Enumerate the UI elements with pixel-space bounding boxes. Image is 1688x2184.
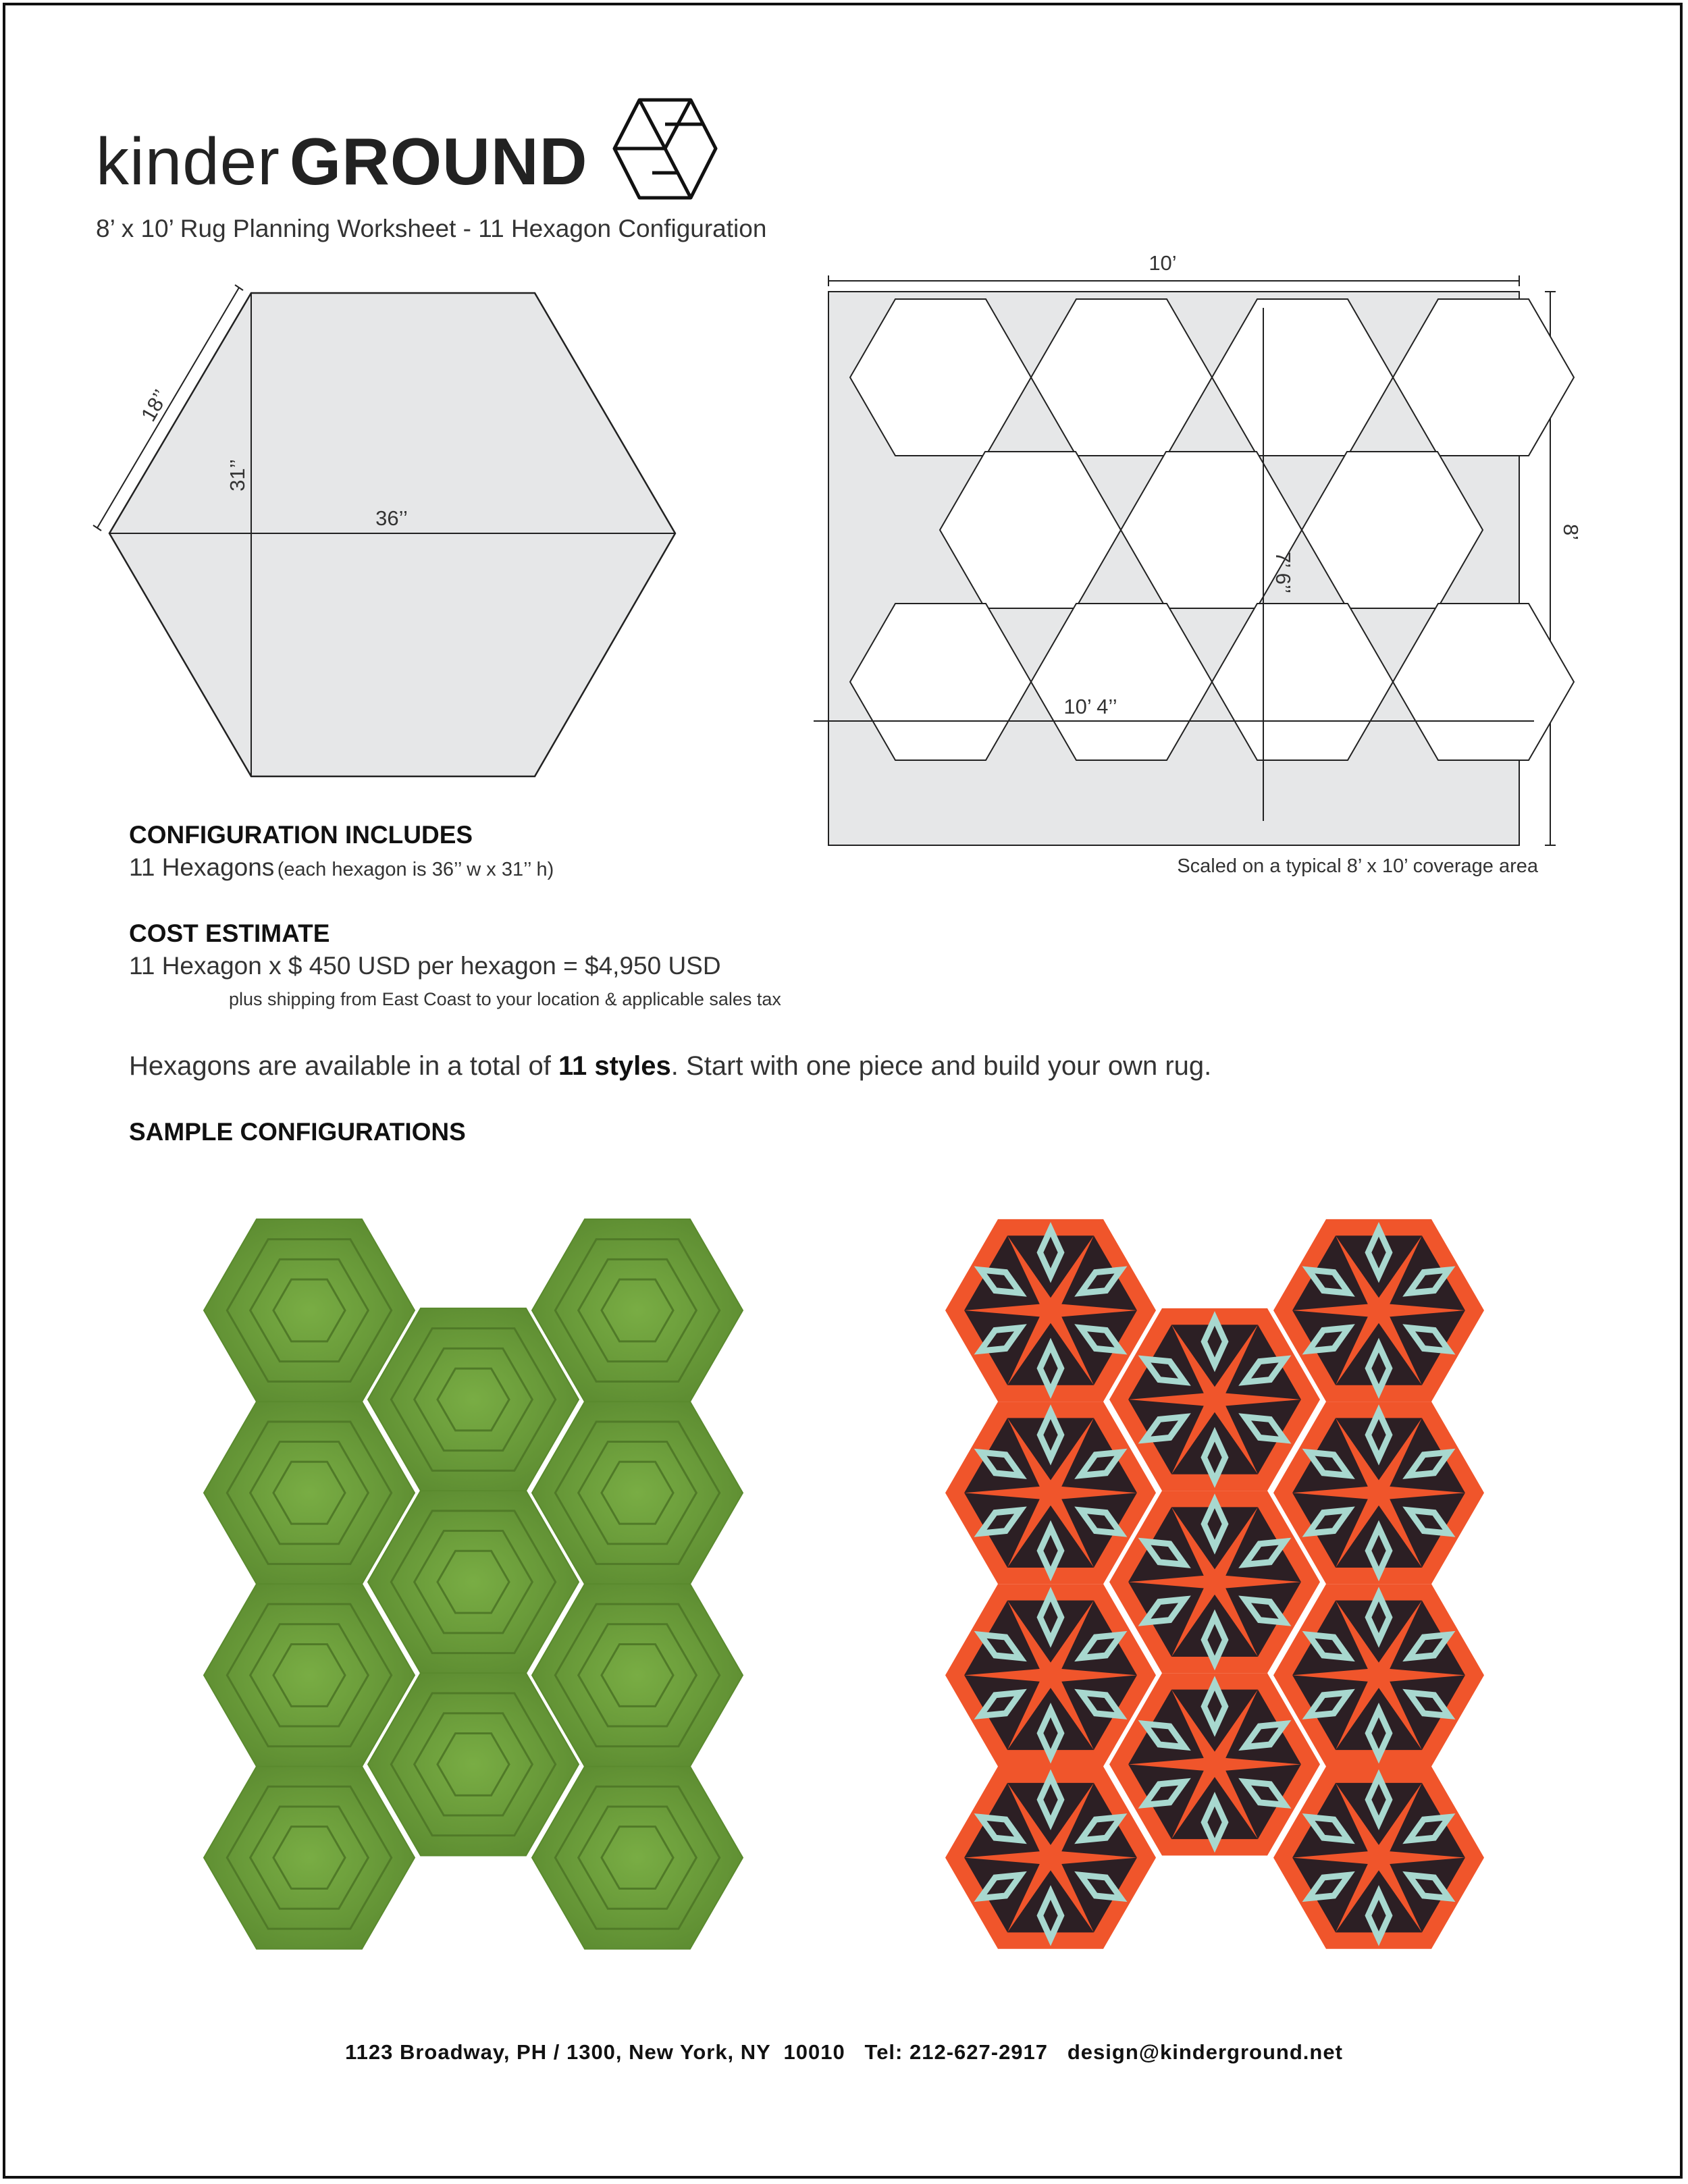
width-label: 36’’ bbox=[375, 506, 408, 530]
green-hexagon-tile bbox=[532, 1766, 743, 1948]
side-label: 18’’ bbox=[136, 385, 173, 426]
inner-height-label: 7’ 6’’ bbox=[1271, 551, 1295, 594]
green-sample-rug bbox=[196, 1212, 749, 1965]
styles-sentence bbox=[129, 1051, 1211, 1082]
green-hexagon-tile bbox=[204, 1766, 415, 1948]
footer-contact: 1123 Broadway, PH / 1300, New York, NY 10010 Tel: 212-627-2917 design@kinderground.net bbox=[345, 2040, 1343, 2064]
brand-bold-text: GROUND bbox=[289, 124, 588, 198]
rug-width-label: 10’ bbox=[1149, 251, 1177, 275]
hexagon-size-detail: (each hexagon is 36’’ w x 31’’ h) bbox=[277, 859, 554, 880]
styles-count: 11 styles bbox=[558, 1051, 671, 1081]
configuration-line bbox=[129, 853, 554, 882]
orange-sample-rug bbox=[937, 1212, 1491, 1965]
brand-wordmark bbox=[96, 124, 588, 198]
inner-width-label: 10’ 4’’ bbox=[1063, 695, 1117, 718]
samples-heading: SAMPLE CONFIGURATIONS bbox=[129, 1118, 466, 1146]
styles-suffix: . Start with one piece and build your own rug. bbox=[670, 1051, 1212, 1081]
rug-layout-diagram bbox=[803, 243, 1587, 891]
hexagon-dimension-diagram bbox=[88, 277, 695, 803]
cube-logo-icon bbox=[611, 97, 719, 205]
hexagon-count: 11 Hexagons bbox=[129, 853, 275, 881]
styles-prefix: Hexagons are available in a total of bbox=[129, 1051, 558, 1081]
cost-heading: COST ESTIMATE bbox=[129, 920, 330, 947]
brand-light-text: kinder bbox=[96, 124, 280, 198]
rug-caption: Scaled on a typical 8’ x 10’ coverage area bbox=[1177, 855, 1538, 877]
rug-height-label: 8’ bbox=[1559, 523, 1583, 541]
cost-note: plus shipping from East Coast to your location & applicable sales tax bbox=[229, 989, 781, 1009]
height-label: 31’’ bbox=[226, 459, 249, 491]
cost-line: 11 Hexagon x $ 450 USD per hexagon = $4,950 USD bbox=[129, 952, 721, 980]
configuration-heading: CONFIGURATION INCLUDES bbox=[129, 821, 473, 849]
hexagon-shape bbox=[109, 293, 675, 776]
page-subtitle: 8’ x 10’ Rug Planning Worksheet - 11 Hexagon Configuration bbox=[96, 215, 767, 242]
